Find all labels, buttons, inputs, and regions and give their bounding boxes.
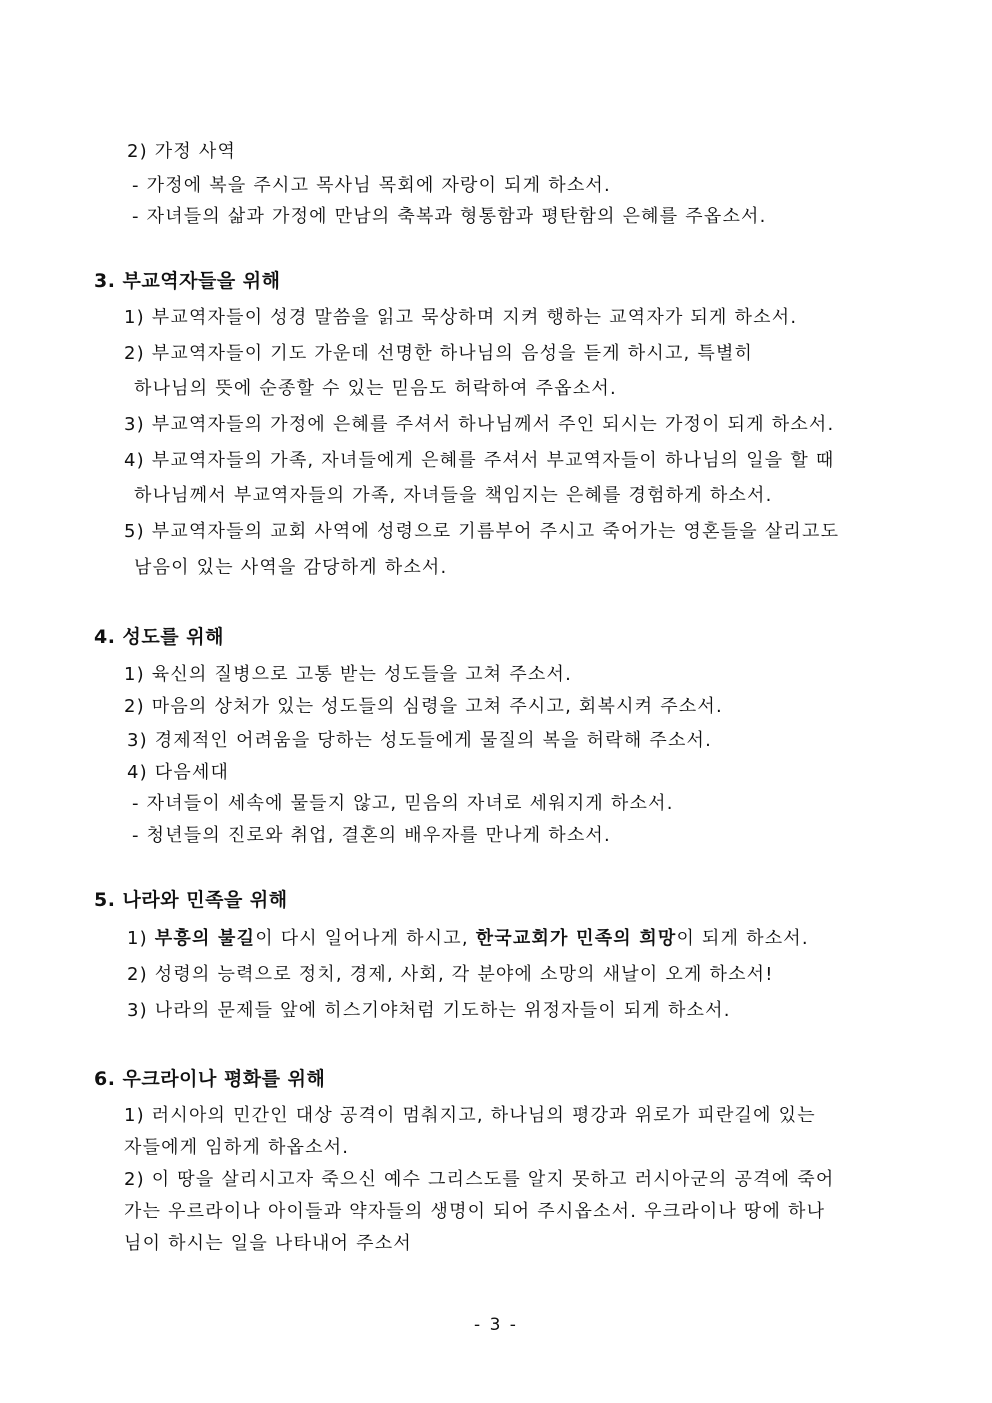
section4-line-4: 4) 다음세대 — [127, 762, 230, 783]
section5-line-1 — [127, 927, 809, 951]
section2-item2-heading: 2) 가정 사역 — [127, 141, 237, 162]
section4-line-5: - 자녀들이 세속에 물들지 않고, 믿음의 자녀로 세워지게 하소서. — [132, 793, 674, 814]
section2-bullet-2: - 자녀들의 삶과 가정에 만남의 축복과 형통함과 평탄함의 은혜를 주옵소서. — [132, 206, 767, 227]
section5-line1-prefix: 1) — [127, 928, 155, 949]
section3-line-7: 5) 부교역자들의 교회 사역에 성령으로 기름부어 주시고 죽어가는 영혼들을 살리고도 — [124, 521, 840, 542]
section3-line-5: 4) 부교역자들의 가족, 자녀들에게 은혜를 주셔서 부교역자들이 하나님의 일을 할 때 — [124, 450, 835, 471]
section4-line-2: 2) 마음의 상처가 있는 성도들의 심령을 고쳐 주시고, 회복시켜 주소서. — [124, 696, 723, 717]
section5-line-2: 2) 성령의 능력으로 정치, 경제, 사회, 각 분야에 소망의 새날이 오게 하소서! — [127, 964, 774, 985]
section6-heading: 6. 우크라이나 평화를 위해 — [94, 1068, 326, 1090]
section3-line-2: 2) 부교역자들이 기도 가운데 선명한 하나님의 음성을 듣게 하시고, 특별히 — [124, 343, 754, 364]
section6-line-3: 2) 이 땅을 살리시고자 죽으신 예수 그리스도를 알지 못하고 러시아군의 공격에 죽어 — [124, 1169, 835, 1190]
section4-line-3: 3) 경제적인 어려움을 당하는 성도들에게 물질의 복을 허락해 주소서. — [127, 730, 713, 751]
section4-line-1: 1) 육신의 질병으로 고통 받는 성도들을 고쳐 주소서. — [124, 664, 573, 685]
section5-line1-suffix: 이 되게 하소서. — [676, 928, 809, 949]
section2-bullet-1: - 가정에 복을 주시고 목사님 목회에 자랑이 되게 하소서. — [132, 175, 611, 196]
section3-line-3: 하나님의 뜻에 순종할 수 있는 믿음도 허락하여 주옵소서. — [134, 378, 617, 399]
section3-line-4: 3) 부교역자들의 가정에 은혜를 주셔서 하나님께서 주인 되시는 가정이 되게 하소서. — [124, 414, 835, 435]
revival-fire-bold: 부흥의 불길 — [154, 928, 256, 949]
section3-line-6: 하나님께서 부교역자들의 가족, 자녀들을 책임지는 은혜를 경험하게 하소서. — [134, 485, 773, 506]
section4-heading: 4. 성도를 위해 — [94, 626, 224, 648]
section5-line1-mid: 이 다시 일어나게 하시고, — [255, 928, 476, 949]
section3-line-1: 1) 부교역자들이 성경 말씀을 읽고 묵상하며 지켜 행하는 교역자가 되게 하소서. — [124, 307, 798, 328]
section5-line-3: 3) 나라의 문제들 앞에 히스기야처럼 기도하는 위정자들이 되게 하소서. — [127, 1000, 731, 1021]
section6-line-1: 1) 러시아의 민간인 대상 공격이 멈춰지고, 하나님의 평강과 위로가 피란길에 있는 — [124, 1105, 816, 1126]
section4-line-6: - 청년들의 진로와 취업, 결혼의 배우자를 만나게 하소서. — [132, 825, 611, 846]
section6-line-5: 님이 하시는 일을 나타내어 주소서 — [124, 1233, 412, 1254]
section3-heading: 3. 부교역자들을 위해 — [94, 270, 281, 292]
section3-line-8: 남음이 있는 사역을 감당하게 하소서. — [134, 557, 448, 578]
section6-line-2: 자들에게 임하게 하옵소서. — [124, 1137, 350, 1158]
section6-line-4: 가는 우르라이나 아이들과 약자들의 생명이 되어 주시옵소서. 우크라이나 땅에 하나 — [124, 1201, 826, 1222]
section5-heading: 5. 나라와 민족을 위해 — [94, 889, 288, 911]
page-number: - 3 - — [474, 1315, 518, 1335]
korean-church-hope-bold: 한국교회가 민족의 희망 — [475, 928, 677, 949]
